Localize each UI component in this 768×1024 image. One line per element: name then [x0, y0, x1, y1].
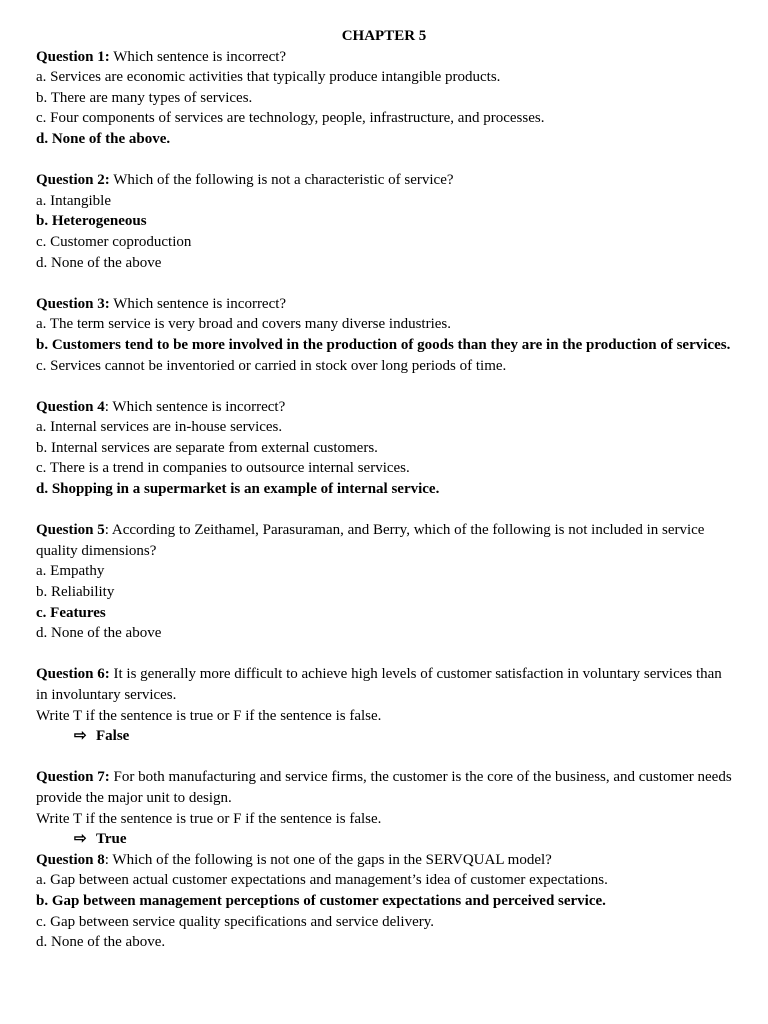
question-label: Question 7: [36, 769, 110, 786]
question-1 [36, 47, 732, 150]
arrow-right-icon: ⇨ [74, 831, 87, 848]
question-3 [36, 294, 732, 376]
answer-line [36, 726, 732, 747]
question-text: : Which sentence is incorrect? [104, 398, 286, 415]
option-a: a. The term service is very broad and covers many diverse industries. [36, 316, 452, 333]
question-label: Question 8 [36, 851, 105, 868]
question-2 [36, 170, 732, 273]
question-7 [36, 767, 732, 849]
option-c-answer: c. Features [36, 604, 106, 621]
question-5 [36, 520, 732, 644]
page-title: CHAPTER 5 [341, 28, 427, 44]
option-d: d. None of the above [36, 254, 162, 271]
question-label: Question 3: [36, 295, 110, 312]
option-a: a. Gap between actual customer expectations and management’s idea of customer expectations. [36, 872, 608, 889]
option-d: d. None of the above. [36, 934, 166, 951]
question-8 [36, 850, 732, 953]
question-1-stem [36, 47, 732, 68]
spacer [36, 376, 732, 397]
question-4-stem [36, 397, 732, 418]
spacer [36, 747, 732, 768]
option-b-answer: b. Gap between management perceptions of customer expectations and perceived service. [36, 892, 606, 909]
true-false-instruction: Write T if the sentence is true or F if the sentence is false. [36, 810, 382, 827]
arrow-right-icon: ⇨ [74, 728, 87, 745]
option-b: b. Internal services are separate from external customers. [36, 439, 378, 456]
question-text: It is generally more difficult to achieve high levels of customer satisfaction in voluntary services than in involuntary services. [36, 666, 722, 703]
question-label: Question 2: [36, 172, 110, 189]
question-label: Question 5 [36, 522, 105, 539]
option-c: c. Four components of services are technology, people, infrastructure, and processes. [36, 110, 545, 127]
spacer [36, 150, 732, 171]
spacer [36, 500, 732, 521]
question-label: Question 1: [36, 48, 110, 65]
option-c: c. Services cannot be inventoried or carried in stock over long periods of time. [36, 357, 507, 374]
question-2-stem [36, 170, 732, 191]
option-b: b. There are many types of services. [36, 89, 253, 106]
question-4 [36, 397, 732, 500]
question-3-stem [36, 294, 732, 315]
question-text: Which sentence is incorrect? [109, 48, 287, 65]
question-text: : Which of the following is not one of the gaps in the SERVQUAL model? [104, 851, 552, 868]
question-text: Which sentence is incorrect? [109, 295, 287, 312]
answer-line [36, 829, 732, 850]
question-8-stem [36, 850, 732, 871]
spacer [36, 273, 732, 294]
option-a: a. Internal services are in-house services. [36, 419, 283, 436]
answer-text: False [96, 728, 130, 745]
spacer [36, 644, 732, 665]
question-5-stem [36, 520, 732, 561]
question-6 [36, 664, 732, 746]
option-b-answer: b. Customers tend to be more involved in the production of goods than they are in the production of services. [36, 336, 731, 353]
option-b-answer: b. Heterogeneous [36, 213, 147, 230]
question-label: Question 4 [36, 398, 105, 415]
option-d-answer: d. Shopping in a supermarket is an example of internal service. [36, 481, 440, 498]
question-text: Which of the following is not a characteristic of service? [109, 172, 454, 189]
question-7-stem [36, 767, 732, 808]
question-text: : According to Zeithamel, Parasuraman, and Berry, which of the following is not included in service quality dimensions? [36, 522, 705, 559]
answer-text: True [96, 831, 127, 848]
question-label: Question 6: [36, 666, 110, 683]
option-b: b. Reliability [36, 584, 115, 601]
true-false-instruction: Write T if the sentence is true or F if the sentence is false. [36, 707, 382, 724]
option-c: c. There is a trend in companies to outsource internal services. [36, 460, 410, 477]
option-c: c. Gap between service quality specifications and service delivery. [36, 913, 435, 930]
option-c: c. Customer coproduction [36, 233, 192, 250]
question-6-stem [36, 664, 732, 705]
question-text: For both manufacturing and service firms, the customer is the core of the business, and customer needs provide the major unit to design. [36, 769, 732, 806]
option-a: a. Services are economic activities that typically produce intangible products. [36, 69, 501, 86]
option-a: a. Intangible [36, 192, 111, 209]
option-a: a. Empathy [36, 563, 105, 580]
option-d-answer: d. None of the above. [36, 130, 171, 147]
option-d: d. None of the above [36, 625, 162, 642]
